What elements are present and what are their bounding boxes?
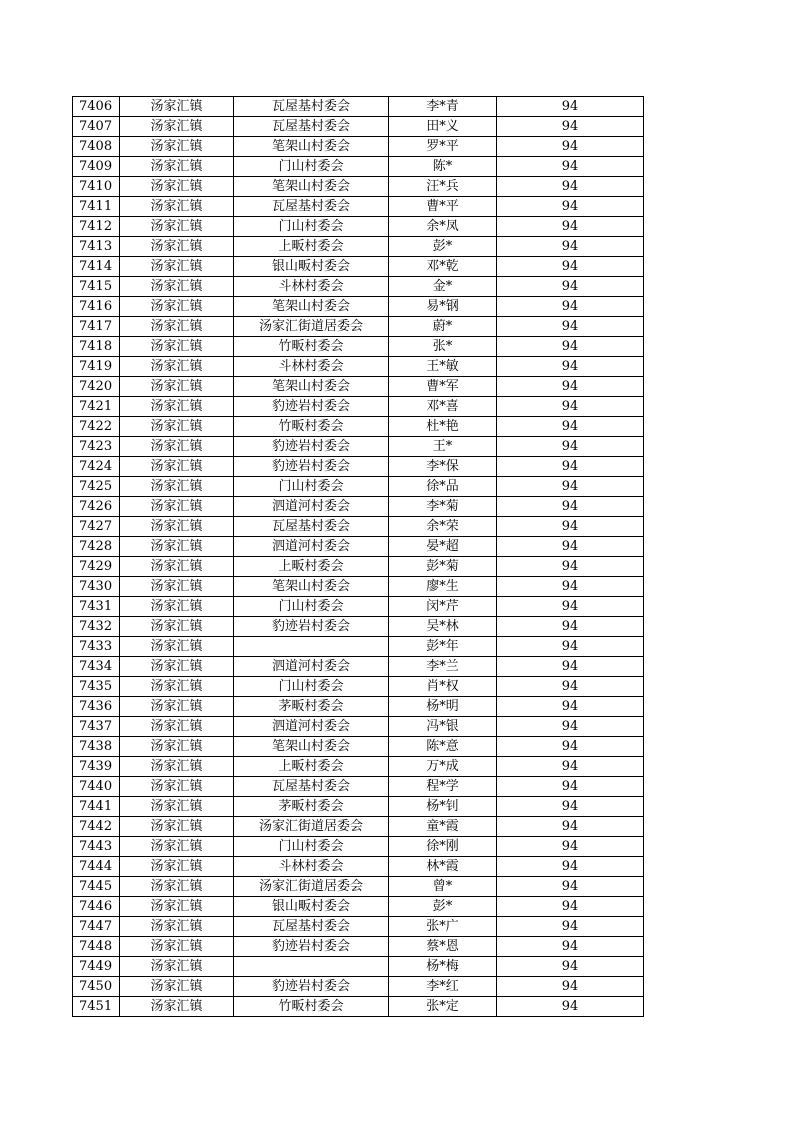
- score-cell: 94: [497, 717, 644, 737]
- row-number-cell: 7419: [73, 357, 120, 377]
- name-cell: 蔚*: [389, 317, 497, 337]
- town-cell: 汤家汇镇: [120, 277, 234, 297]
- name-cell: 张*定: [389, 997, 497, 1017]
- committee-cell: 门山村委会: [234, 837, 389, 857]
- committee-cell: 斗林村委会: [234, 277, 389, 297]
- score-cell: 94: [497, 677, 644, 697]
- row-number-cell: 7428: [73, 537, 120, 557]
- name-cell: 童*霞: [389, 817, 497, 837]
- committee-cell: 泗道河村委会: [234, 657, 389, 677]
- town-cell: 汤家汇镇: [120, 317, 234, 337]
- score-cell: 94: [497, 477, 644, 497]
- row-number-cell: 7406: [73, 97, 120, 117]
- name-cell: 张*广: [389, 917, 497, 937]
- committee-cell: 竹畈村委会: [234, 997, 389, 1017]
- committee-cell: 瓦屋基村委会: [234, 197, 389, 217]
- town-cell: 汤家汇镇: [120, 297, 234, 317]
- table-row: [73, 117, 644, 137]
- name-cell: 余*凤: [389, 217, 497, 237]
- score-cell: 94: [497, 897, 644, 917]
- town-cell: 汤家汇镇: [120, 517, 234, 537]
- committee-cell: 豹迹岩村委会: [234, 397, 389, 417]
- table-row: [73, 277, 644, 297]
- committee-cell: 斗林村委会: [234, 357, 389, 377]
- committee-cell: 银山畈村委会: [234, 897, 389, 917]
- town-cell: 汤家汇镇: [120, 97, 234, 117]
- committee-cell: 竹畈村委会: [234, 337, 389, 357]
- town-cell: 汤家汇镇: [120, 557, 234, 577]
- table-row: [73, 917, 644, 937]
- row-number-cell: 7431: [73, 597, 120, 617]
- score-cell: 94: [497, 577, 644, 597]
- committee-cell: 门山村委会: [234, 597, 389, 617]
- town-cell: 汤家汇镇: [120, 997, 234, 1017]
- row-number-cell: 7421: [73, 397, 120, 417]
- name-cell: 曾*: [389, 877, 497, 897]
- name-cell: 曹*军: [389, 377, 497, 397]
- committee-cell: 笔架山村委会: [234, 737, 389, 757]
- town-cell: 汤家汇镇: [120, 677, 234, 697]
- name-cell: 晏*超: [389, 537, 497, 557]
- town-cell: 汤家汇镇: [120, 817, 234, 837]
- name-cell: 林*霞: [389, 857, 497, 877]
- name-cell: 杨*梅: [389, 957, 497, 977]
- name-cell: 陈*: [389, 157, 497, 177]
- score-cell: 94: [497, 837, 644, 857]
- committee-cell: 豹迹岩村委会: [234, 617, 389, 637]
- town-cell: 汤家汇镇: [120, 877, 234, 897]
- table-body: [73, 97, 644, 1017]
- score-cell: 94: [497, 357, 644, 377]
- town-cell: 汤家汇镇: [120, 237, 234, 257]
- table-row: [73, 437, 644, 457]
- score-cell: 94: [497, 617, 644, 637]
- score-cell: 94: [497, 237, 644, 257]
- row-number-cell: 7433: [73, 637, 120, 657]
- name-cell: 金*: [389, 277, 497, 297]
- table-row: [73, 417, 644, 437]
- table-row: [73, 837, 644, 857]
- table-row: [73, 97, 644, 117]
- name-cell: 邓*喜: [389, 397, 497, 417]
- name-cell: 廖*生: [389, 577, 497, 597]
- row-number-cell: 7435: [73, 677, 120, 697]
- table-row: [73, 297, 644, 317]
- score-cell: 94: [497, 817, 644, 837]
- name-cell: 王*: [389, 437, 497, 457]
- table-row: [73, 257, 644, 277]
- row-number-cell: 7440: [73, 777, 120, 797]
- committee-cell: 泗道河村委会: [234, 497, 389, 517]
- committee-cell: 笔架山村委会: [234, 137, 389, 157]
- town-cell: 汤家汇镇: [120, 917, 234, 937]
- name-cell: 杨*钊: [389, 797, 497, 817]
- town-cell: 汤家汇镇: [120, 957, 234, 977]
- table-row: [73, 877, 644, 897]
- row-number-cell: 7442: [73, 817, 120, 837]
- town-cell: 汤家汇镇: [120, 257, 234, 277]
- town-cell: 汤家汇镇: [120, 617, 234, 637]
- town-cell: 汤家汇镇: [120, 537, 234, 557]
- row-number-cell: 7409: [73, 157, 120, 177]
- name-cell: 彭*: [389, 897, 497, 917]
- committee-cell: 上畈村委会: [234, 757, 389, 777]
- row-number-cell: 7418: [73, 337, 120, 357]
- table-row: [73, 857, 644, 877]
- table-row: [73, 337, 644, 357]
- score-cell: 94: [497, 697, 644, 717]
- score-cell: 94: [497, 397, 644, 417]
- table-row: [73, 617, 644, 637]
- name-cell: 彭*菊: [389, 557, 497, 577]
- score-cell: 94: [497, 157, 644, 177]
- table-row: [73, 657, 644, 677]
- committee-cell: 笔架山村委会: [234, 297, 389, 317]
- score-cell: 94: [497, 497, 644, 517]
- committee-cell: 瓦屋基村委会: [234, 97, 389, 117]
- row-number-cell: 7411: [73, 197, 120, 217]
- name-cell: 李*青: [389, 97, 497, 117]
- name-cell: 万*成: [389, 757, 497, 777]
- row-number-cell: 7450: [73, 977, 120, 997]
- name-cell: 徐*刚: [389, 837, 497, 857]
- score-cell: 94: [497, 257, 644, 277]
- row-number-cell: 7441: [73, 797, 120, 817]
- score-cell: 94: [497, 317, 644, 337]
- town-cell: 汤家汇镇: [120, 837, 234, 857]
- table-row: [73, 937, 644, 957]
- score-cell: 94: [497, 217, 644, 237]
- score-cell: 94: [497, 997, 644, 1017]
- committee-cell: 竹畈村委会: [234, 417, 389, 437]
- table-row: [73, 757, 644, 777]
- score-cell: 94: [497, 297, 644, 317]
- committee-cell: 汤家汇街道居委会: [234, 817, 389, 837]
- committee-cell: 门山村委会: [234, 477, 389, 497]
- name-cell: 余*荣: [389, 517, 497, 537]
- town-cell: 汤家汇镇: [120, 457, 234, 477]
- score-cell: 94: [497, 777, 644, 797]
- data-table: [72, 96, 644, 1017]
- name-cell: 罗*平: [389, 137, 497, 157]
- row-number-cell: 7426: [73, 497, 120, 517]
- score-cell: 94: [497, 417, 644, 437]
- table-row: [73, 357, 644, 377]
- committee-cell: 豹迹岩村委会: [234, 437, 389, 457]
- town-cell: 汤家汇镇: [120, 657, 234, 677]
- town-cell: 汤家汇镇: [120, 357, 234, 377]
- committee-cell: 斗林村委会: [234, 857, 389, 877]
- table-row: [73, 217, 644, 237]
- name-cell: 蔡*恩: [389, 937, 497, 957]
- name-cell: 彭*: [389, 237, 497, 257]
- name-cell: 易*钢: [389, 297, 497, 317]
- score-cell: 94: [497, 137, 644, 157]
- name-cell: 徐*品: [389, 477, 497, 497]
- row-number-cell: 7436: [73, 697, 120, 717]
- town-cell: 汤家汇镇: [120, 197, 234, 217]
- score-cell: 94: [497, 957, 644, 977]
- town-cell: 汤家汇镇: [120, 377, 234, 397]
- score-cell: 94: [497, 197, 644, 217]
- row-number-cell: 7413: [73, 237, 120, 257]
- score-cell: 94: [497, 737, 644, 757]
- name-cell: 张*: [389, 337, 497, 357]
- row-number-cell: 7423: [73, 437, 120, 457]
- town-cell: 汤家汇镇: [120, 417, 234, 437]
- score-cell: 94: [497, 337, 644, 357]
- committee-cell: 笔架山村委会: [234, 377, 389, 397]
- town-cell: 汤家汇镇: [120, 577, 234, 597]
- row-number-cell: 7412: [73, 217, 120, 237]
- name-cell: 邓*乾: [389, 257, 497, 277]
- score-cell: 94: [497, 97, 644, 117]
- name-cell: 杨*明: [389, 697, 497, 717]
- committee-cell: 笔架山村委会: [234, 577, 389, 597]
- committee-cell: [234, 957, 389, 977]
- committee-cell: 门山村委会: [234, 217, 389, 237]
- committee-cell: 门山村委会: [234, 677, 389, 697]
- score-cell: 94: [497, 557, 644, 577]
- town-cell: 汤家汇镇: [120, 397, 234, 417]
- table-row: [73, 777, 644, 797]
- row-number-cell: 7443: [73, 837, 120, 857]
- town-cell: 汤家汇镇: [120, 977, 234, 997]
- row-number-cell: 7444: [73, 857, 120, 877]
- score-cell: 94: [497, 757, 644, 777]
- score-cell: 94: [497, 637, 644, 657]
- town-cell: 汤家汇镇: [120, 337, 234, 357]
- row-number-cell: 7407: [73, 117, 120, 137]
- committee-cell: 茅畈村委会: [234, 697, 389, 717]
- town-cell: 汤家汇镇: [120, 497, 234, 517]
- name-cell: 李*红: [389, 977, 497, 997]
- table-row: [73, 197, 644, 217]
- score-cell: 94: [497, 597, 644, 617]
- table-row: [73, 697, 644, 717]
- committee-cell: 豹迹岩村委会: [234, 457, 389, 477]
- row-number-cell: 7447: [73, 917, 120, 937]
- table-row: [73, 957, 644, 977]
- table-row: [73, 977, 644, 997]
- committee-cell: 泗道河村委会: [234, 537, 389, 557]
- table-row: [73, 717, 644, 737]
- town-cell: 汤家汇镇: [120, 797, 234, 817]
- committee-cell: 泗道河村委会: [234, 717, 389, 737]
- row-number-cell: 7424: [73, 457, 120, 477]
- name-cell: 陈*意: [389, 737, 497, 757]
- score-cell: 94: [497, 857, 644, 877]
- score-cell: 94: [497, 797, 644, 817]
- committee-cell: 豹迹岩村委会: [234, 977, 389, 997]
- table-row: [73, 737, 644, 757]
- table-row: [73, 397, 644, 417]
- town-cell: 汤家汇镇: [120, 737, 234, 757]
- name-cell: 冯*银: [389, 717, 497, 737]
- town-cell: 汤家汇镇: [120, 117, 234, 137]
- row-number-cell: 7439: [73, 757, 120, 777]
- row-number-cell: 7445: [73, 877, 120, 897]
- table-row: [73, 817, 644, 837]
- name-cell: 杜*艳: [389, 417, 497, 437]
- name-cell: 汪*兵: [389, 177, 497, 197]
- town-cell: 汤家汇镇: [120, 137, 234, 157]
- committee-cell: 茅畈村委会: [234, 797, 389, 817]
- table-row: [73, 137, 644, 157]
- table-row: [73, 677, 644, 697]
- town-cell: 汤家汇镇: [120, 597, 234, 617]
- name-cell: 吴*林: [389, 617, 497, 637]
- name-cell: 程*学: [389, 777, 497, 797]
- score-cell: 94: [497, 517, 644, 537]
- committee-cell: [234, 637, 389, 657]
- committee-cell: 上畈村委会: [234, 557, 389, 577]
- committee-cell: 银山畈村委会: [234, 257, 389, 277]
- row-number-cell: 7430: [73, 577, 120, 597]
- name-cell: 田*义: [389, 117, 497, 137]
- row-number-cell: 7449: [73, 957, 120, 977]
- committee-cell: 笔架山村委会: [234, 177, 389, 197]
- table-row: [73, 997, 644, 1017]
- name-cell: 彭*年: [389, 637, 497, 657]
- committee-cell: 瓦屋基村委会: [234, 917, 389, 937]
- committee-cell: 豹迹岩村委会: [234, 937, 389, 957]
- score-cell: 94: [497, 437, 644, 457]
- score-cell: 94: [497, 537, 644, 557]
- row-number-cell: 7415: [73, 277, 120, 297]
- table-row: [73, 497, 644, 517]
- name-cell: 李*菊: [389, 497, 497, 517]
- name-cell: 李*保: [389, 457, 497, 477]
- town-cell: 汤家汇镇: [120, 637, 234, 657]
- row-number-cell: 7427: [73, 517, 120, 537]
- row-number-cell: 7434: [73, 657, 120, 677]
- table-row: [73, 517, 644, 537]
- table-row: [73, 537, 644, 557]
- table-row: [73, 317, 644, 337]
- town-cell: 汤家汇镇: [120, 177, 234, 197]
- score-cell: 94: [497, 457, 644, 477]
- score-cell: 94: [497, 977, 644, 997]
- row-number-cell: 7437: [73, 717, 120, 737]
- committee-cell: 汤家汇街道居委会: [234, 877, 389, 897]
- score-cell: 94: [497, 117, 644, 137]
- table-row: [73, 597, 644, 617]
- town-cell: 汤家汇镇: [120, 857, 234, 877]
- row-number-cell: 7432: [73, 617, 120, 637]
- table-row: [73, 637, 644, 657]
- town-cell: 汤家汇镇: [120, 777, 234, 797]
- score-cell: 94: [497, 917, 644, 937]
- committee-cell: 汤家汇街道居委会: [234, 317, 389, 337]
- town-cell: 汤家汇镇: [120, 697, 234, 717]
- town-cell: 汤家汇镇: [120, 937, 234, 957]
- committee-cell: 门山村委会: [234, 157, 389, 177]
- table-row: [73, 577, 644, 597]
- town-cell: 汤家汇镇: [120, 157, 234, 177]
- table-row: [73, 797, 644, 817]
- name-cell: 闵*芹: [389, 597, 497, 617]
- row-number-cell: 7448: [73, 937, 120, 957]
- row-number-cell: 7451: [73, 997, 120, 1017]
- row-number-cell: 7410: [73, 177, 120, 197]
- committee-cell: 瓦屋基村委会: [234, 777, 389, 797]
- name-cell: 肖*权: [389, 677, 497, 697]
- table-row: [73, 177, 644, 197]
- town-cell: 汤家汇镇: [120, 217, 234, 237]
- score-cell: 94: [497, 177, 644, 197]
- row-number-cell: 7414: [73, 257, 120, 277]
- town-cell: 汤家汇镇: [120, 717, 234, 737]
- town-cell: 汤家汇镇: [120, 477, 234, 497]
- committee-cell: 瓦屋基村委会: [234, 117, 389, 137]
- row-number-cell: 7422: [73, 417, 120, 437]
- table-row: [73, 477, 644, 497]
- row-number-cell: 7446: [73, 897, 120, 917]
- town-cell: 汤家汇镇: [120, 897, 234, 917]
- score-cell: 94: [497, 877, 644, 897]
- name-cell: 王*敏: [389, 357, 497, 377]
- row-number-cell: 7438: [73, 737, 120, 757]
- row-number-cell: 7417: [73, 317, 120, 337]
- table-row: [73, 897, 644, 917]
- score-cell: 94: [497, 277, 644, 297]
- score-cell: 94: [497, 657, 644, 677]
- table-row: [73, 557, 644, 577]
- score-cell: 94: [497, 937, 644, 957]
- row-number-cell: 7425: [73, 477, 120, 497]
- town-cell: 汤家汇镇: [120, 757, 234, 777]
- row-number-cell: 7408: [73, 137, 120, 157]
- name-cell: 李*兰: [389, 657, 497, 677]
- row-number-cell: 7420: [73, 377, 120, 397]
- name-cell: 曹*平: [389, 197, 497, 217]
- table-row: [73, 377, 644, 397]
- town-cell: 汤家汇镇: [120, 437, 234, 457]
- row-number-cell: 7416: [73, 297, 120, 317]
- committee-cell: 上畈村委会: [234, 237, 389, 257]
- committee-cell: 瓦屋基村委会: [234, 517, 389, 537]
- table-row: [73, 457, 644, 477]
- table-row: [73, 237, 644, 257]
- score-cell: 94: [497, 377, 644, 397]
- row-number-cell: 7429: [73, 557, 120, 577]
- table-row: [73, 157, 644, 177]
